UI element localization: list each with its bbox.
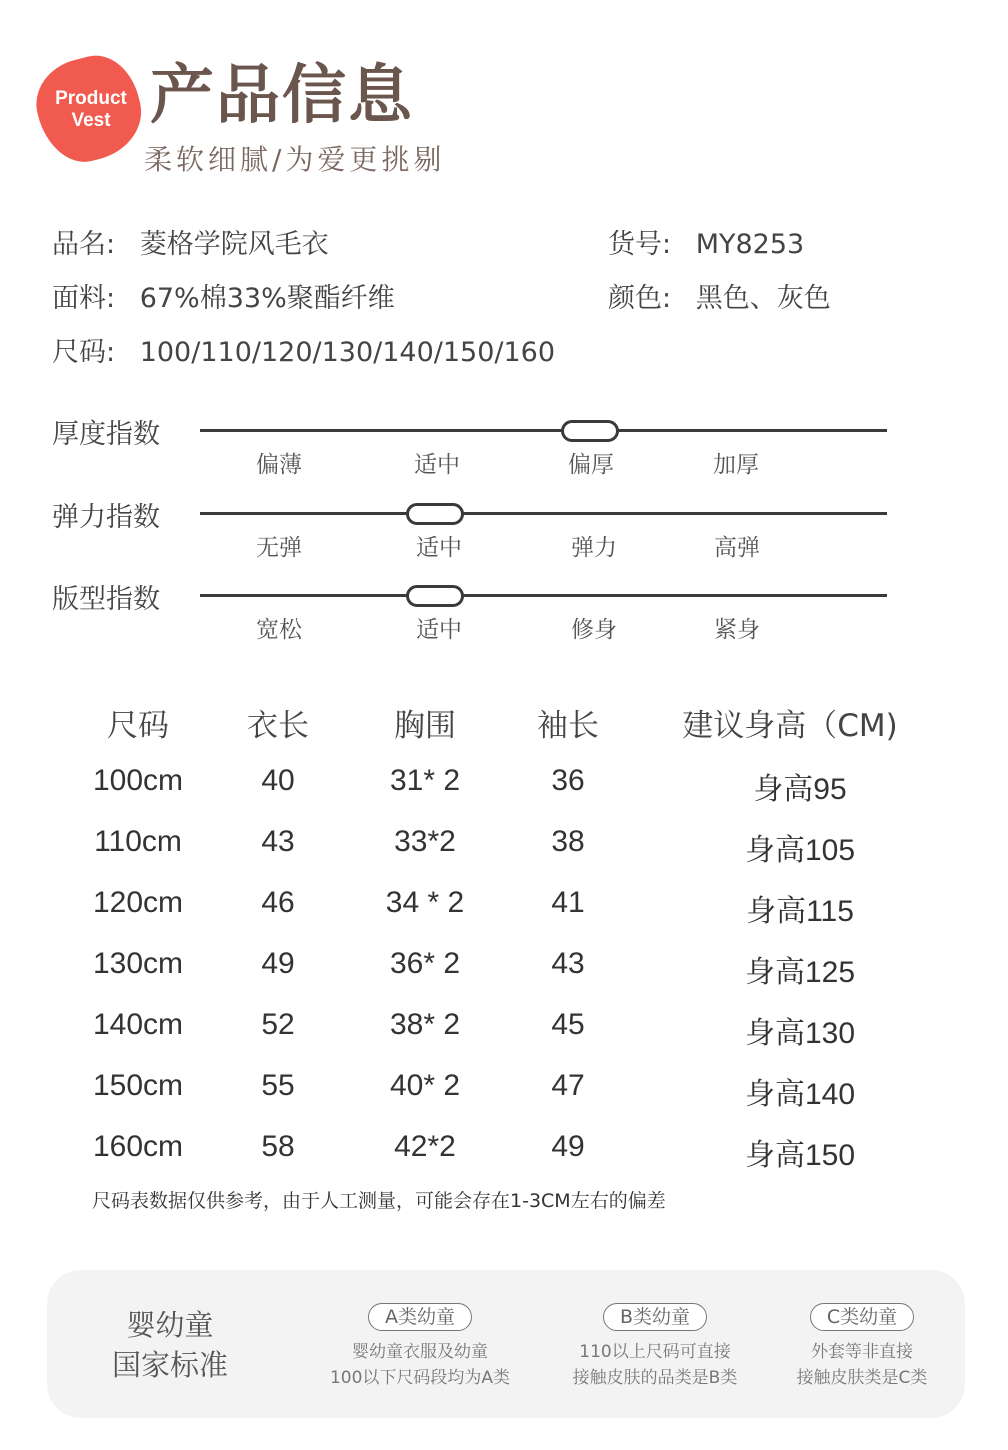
table-header: 衣长: [247, 708, 309, 744]
table-cell: 45: [551, 1008, 585, 1041]
thickness-option: 适中: [414, 452, 460, 478]
info-size-label: 尺码:: [52, 337, 116, 368]
table-header: 尺码: [107, 708, 169, 744]
table-cell: 55: [261, 1069, 295, 1102]
info-color-value: 黑色、灰色: [695, 283, 831, 314]
table-header: 胸围: [394, 708, 456, 744]
table-cell: 46: [261, 886, 295, 919]
standard-class-c: [762, 1303, 962, 1391]
class-a-badge: A类幼童: [368, 1303, 472, 1331]
logo-line-1: Product: [55, 88, 127, 109]
fit-index-knob: [406, 585, 464, 607]
table-cell: 120cm: [92, 886, 184, 919]
fit-index-track: [200, 594, 887, 597]
table-cell: 43: [261, 825, 295, 858]
table-cell: 身高125: [744, 956, 856, 989]
elasticity-index-track: [200, 512, 887, 515]
elasticity-option: 弹力: [571, 535, 617, 561]
table-cell: 41: [551, 886, 585, 919]
table-header: 袖长: [537, 708, 599, 744]
thickness-index-knob: [561, 420, 619, 442]
class-b-desc-2: 接触皮肤的品类是B类: [572, 1368, 738, 1388]
info-size: [52, 336, 555, 370]
thickness-index-track: [200, 429, 887, 432]
info-color-label: 颜色:: [608, 283, 672, 314]
fit-index-label: 版型指数: [52, 584, 160, 615]
standard-title: [90, 1305, 250, 1385]
table-cell: 100cm: [92, 764, 184, 797]
table-cell: 42*2: [394, 1130, 456, 1163]
info-name: [52, 228, 329, 262]
table-cell: 身高105: [744, 834, 856, 867]
table-cell: 31* 2: [389, 764, 461, 797]
elasticity-option: 无弹: [256, 535, 302, 561]
standard-title-line-1: 婴幼童: [126, 1308, 214, 1342]
info-color: [608, 282, 831, 316]
thickness-option: 偏薄: [256, 452, 302, 478]
page-title: 产品信息: [150, 59, 414, 133]
info-item-label: 货号:: [608, 229, 672, 260]
standard-class-a: [320, 1303, 520, 1391]
thickness-index-label: 厚度指数: [52, 419, 160, 450]
info-name-label: 品名:: [52, 229, 116, 260]
fit-option: 修身: [571, 617, 617, 643]
table-cell: 160cm: [92, 1130, 184, 1163]
table-cell: 身高150: [744, 1139, 856, 1172]
table-cell: 36: [551, 764, 585, 797]
logo-text: [36, 88, 146, 132]
table-cell: 130cm: [92, 947, 184, 980]
fit-option: 紧身: [714, 617, 760, 643]
thickness-option: 偏厚: [568, 452, 614, 478]
standard-title-line-2: 国家标准: [111, 1348, 228, 1382]
table-cell: 身高95: [753, 773, 847, 806]
table-cell: 52: [261, 1008, 295, 1041]
table-cell: 33*2: [394, 825, 456, 858]
info-item-value: MY8253: [695, 229, 805, 260]
standard-class-b: [555, 1303, 755, 1391]
info-fabric-value: 67%棉33%聚酯纤维: [139, 283, 395, 314]
table-cell: 40: [261, 764, 295, 797]
class-c-badge: C类幼童: [810, 1303, 914, 1331]
table-cell: 40* 2: [389, 1069, 461, 1102]
page-subtitle: 柔软细腻/为爱更挑剔: [144, 143, 446, 176]
fit-option: 宽松: [256, 617, 302, 643]
table-cell: 58: [261, 1130, 295, 1163]
table-cell: 38* 2: [389, 1008, 461, 1041]
table-cell: 身高130: [744, 1017, 856, 1050]
class-b-badge: B类幼童: [603, 1303, 707, 1331]
elasticity-option: 适中: [416, 535, 462, 561]
table-cell: 38: [551, 825, 585, 858]
table-header: 建议身高（CM): [682, 708, 898, 744]
table-cell: 140cm: [92, 1008, 184, 1041]
info-fabric-label: 面料:: [52, 283, 116, 314]
class-a-desc-2: 100以下尺码段均为A类: [329, 1368, 511, 1388]
size-table-note: 尺码表数据仅供参考，由于人工测量，可能会存在1-3CM左右的偏差: [92, 1190, 666, 1212]
info-name-value: 菱格学院风毛衣: [139, 229, 329, 260]
thickness-option: 加厚: [713, 452, 759, 478]
class-c-desc-1: 外套等非直接: [811, 1342, 913, 1362]
elasticity-index-knob: [406, 503, 464, 525]
fit-option: 适中: [416, 617, 462, 643]
table-cell: 身高140: [744, 1078, 856, 1111]
table-cell: 47: [551, 1069, 585, 1102]
info-size-value: 100/110/120/130/140/150/160: [139, 337, 556, 368]
elasticity-option: 高弹: [714, 535, 760, 561]
table-cell: 150cm: [92, 1069, 184, 1102]
table-cell: 36* 2: [389, 947, 461, 980]
logo-line-2: Vest: [71, 110, 111, 131]
table-cell: 49: [551, 1130, 585, 1163]
class-b-desc-1: 110以上尺码可直接: [579, 1342, 731, 1362]
info-fabric: [52, 282, 395, 316]
table-cell: 43: [551, 947, 585, 980]
elasticity-index-label: 弹力指数: [52, 502, 160, 533]
table-cell: 49: [261, 947, 295, 980]
table-cell: 110cm: [94, 825, 182, 858]
class-a-desc-1: 婴幼童衣服及幼童: [352, 1342, 488, 1362]
info-item-no: [608, 228, 804, 262]
table-cell: 身高115: [746, 895, 854, 928]
table-cell: 34 * 2: [385, 886, 465, 919]
class-c-desc-2: 接触皮肤类是C类: [796, 1368, 928, 1388]
